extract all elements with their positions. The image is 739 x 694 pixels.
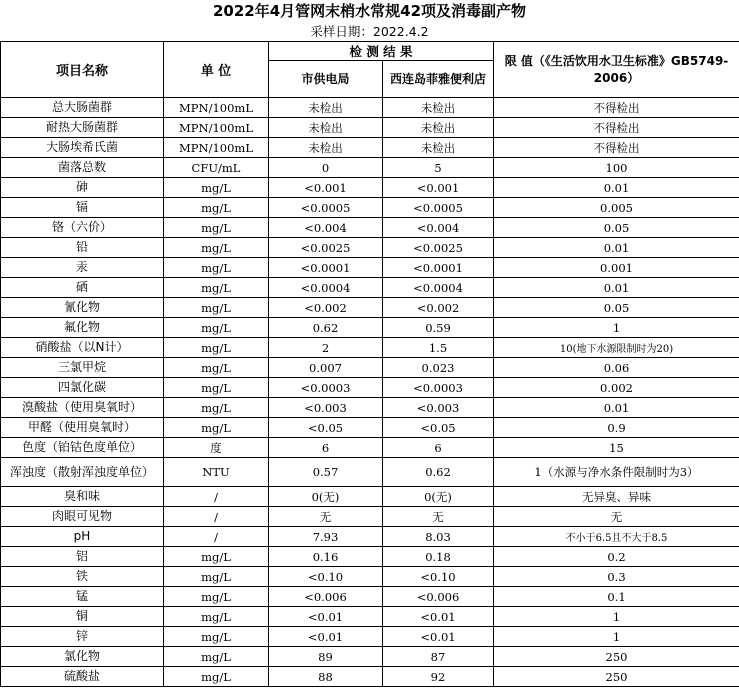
cell-site-1: 0.62: [269, 318, 383, 338]
sampling-date: 采样日期：2022.4.2: [310, 24, 429, 39]
cell-unit: mg/L: [164, 178, 269, 198]
cell-unit: mg/L: [164, 627, 269, 647]
cell-site-1: <0.01: [269, 627, 383, 647]
cell-site-1: 88: [269, 667, 383, 687]
table-row: [1, 138, 739, 158]
cell-site-2: <0.002: [383, 298, 494, 318]
cell-limit: 15: [494, 438, 739, 458]
cell-site-2: 0.023: [383, 358, 494, 378]
cell-site-2: 未检出: [383, 118, 494, 138]
cell-site-2: <0.0003: [383, 378, 494, 398]
table-row: [1, 298, 739, 318]
cell-unit: mg/L: [164, 318, 269, 338]
cell-site-2: 0(无): [383, 487, 494, 507]
cell-unit: mg/L: [164, 567, 269, 587]
table-body: [1, 98, 739, 687]
cell-item: 色度（铂钴色度单位）: [1, 438, 164, 458]
table-row: [1, 527, 739, 547]
cell-site-1: 2: [269, 338, 383, 358]
cell-site-2: 0.18: [383, 547, 494, 567]
cell-unit: CFU/mL: [164, 158, 269, 178]
cell-site-2: 0.59: [383, 318, 494, 338]
table-row: [1, 238, 739, 258]
cell-site-2: 6: [383, 438, 494, 458]
cell-item: 总大肠菌群: [1, 98, 164, 118]
cell-unit: mg/L: [164, 358, 269, 378]
cell-unit: mg/L: [164, 547, 269, 567]
cell-site-1: <0.0004: [269, 278, 383, 298]
cell-item: 肉眼可见物: [1, 507, 164, 527]
table-row: [1, 158, 739, 178]
table-row: [1, 438, 739, 458]
cell-site-1: 7.93: [269, 527, 383, 547]
cell-limit: 不得检出: [494, 98, 739, 118]
cell-site-1: <0.006: [269, 587, 383, 607]
cell-site-2: 92: [383, 667, 494, 687]
cell-unit: MPN/100mL: [164, 138, 269, 158]
cell-site-2: 未检出: [383, 98, 494, 118]
cell-site-1: 89: [269, 647, 383, 667]
cell-item: pH: [1, 527, 164, 547]
cell-site-2: 87: [383, 647, 494, 667]
cell-limit: 无异臭、异味: [494, 487, 739, 507]
table-row: [1, 338, 739, 358]
cell-site-1: 0.57: [269, 458, 383, 487]
table-row: [1, 378, 739, 398]
cell-limit: 0.9: [494, 418, 739, 438]
cell-limit: 250: [494, 667, 739, 687]
cell-site-1: 0(无): [269, 487, 383, 507]
table-row: [1, 487, 739, 507]
cell-site-1: 6: [269, 438, 383, 458]
cell-site-2: 无: [383, 507, 494, 527]
cell-site-2: <0.003: [383, 398, 494, 418]
header-limit: 限 值（《生活饮用水卫生标准》GB5749-2006）: [494, 42, 739, 98]
header-site-2: 西连岛菲雅便利店: [383, 61, 494, 98]
cell-limit: 0.01: [494, 278, 739, 298]
cell-limit: 1: [494, 607, 739, 627]
cell-item: 三氯甲烷: [1, 358, 164, 378]
cell-limit: 250: [494, 647, 739, 667]
table-row: [1, 318, 739, 338]
cell-limit: 1: [494, 318, 739, 338]
cell-site-1: 0.007: [269, 358, 383, 378]
cell-item: 硫酸盐: [1, 667, 164, 687]
table-row: [1, 667, 739, 687]
cell-limit: 0.1: [494, 587, 739, 607]
cell-site-1: <0.05: [269, 418, 383, 438]
cell-limit: 不得检出: [494, 138, 739, 158]
cell-site-2: 8.03: [383, 527, 494, 547]
table-row: [1, 647, 739, 667]
cell-site-1: 未检出: [269, 118, 383, 138]
cell-item: 臭和味: [1, 487, 164, 507]
cell-unit: NTU: [164, 458, 269, 487]
cell-item: 铬（六价）: [1, 218, 164, 238]
cell-unit: MPN/100mL: [164, 118, 269, 138]
cell-site-2: <0.001: [383, 178, 494, 198]
cell-unit: mg/L: [164, 378, 269, 398]
water-quality-table: [0, 41, 739, 687]
cell-item: 氟化物: [1, 318, 164, 338]
cell-site-2: <0.01: [383, 607, 494, 627]
cell-item: 锌: [1, 627, 164, 647]
cell-site-1: <0.001: [269, 178, 383, 198]
cell-limit: 1: [494, 627, 739, 647]
header-item: 项目名称: [1, 42, 164, 98]
table-row: [1, 258, 739, 278]
cell-site-2: <0.01: [383, 627, 494, 647]
cell-limit: 100: [494, 158, 739, 178]
cell-unit: mg/L: [164, 647, 269, 667]
cell-unit: /: [164, 507, 269, 527]
cell-item: 铝: [1, 547, 164, 567]
cell-unit: mg/L: [164, 198, 269, 218]
cell-site-1: <0.003: [269, 398, 383, 418]
cell-item: 汞: [1, 258, 164, 278]
cell-limit: 0.01: [494, 398, 739, 418]
cell-unit: mg/L: [164, 607, 269, 627]
cell-unit: mg/L: [164, 278, 269, 298]
cell-item: 浑浊度（散射浑浊度单位）: [1, 458, 164, 487]
cell-site-1: 无: [269, 507, 383, 527]
table-row: [1, 627, 739, 647]
cell-site-1: <0.0005: [269, 198, 383, 218]
cell-site-2: 1.5: [383, 338, 494, 358]
cell-item: 铜: [1, 607, 164, 627]
cell-site-1: 0.16: [269, 547, 383, 567]
cell-limit: 不得检出: [494, 118, 739, 138]
table-row: [1, 587, 739, 607]
cell-item: 铁: [1, 567, 164, 587]
cell-site-2: <0.0025: [383, 238, 494, 258]
cell-unit: mg/L: [164, 338, 269, 358]
cell-item: 硝酸盐（以N计）: [1, 338, 164, 358]
cell-limit: 0.2: [494, 547, 739, 567]
cell-site-2: <0.006: [383, 587, 494, 607]
cell-site-2: <0.05: [383, 418, 494, 438]
cell-site-2: <0.0005: [383, 198, 494, 218]
cell-limit: 0.005: [494, 198, 739, 218]
cell-site-1: <0.01: [269, 607, 383, 627]
table-row: [1, 567, 739, 587]
table-row: [1, 418, 739, 438]
cell-site-1: <0.004: [269, 218, 383, 238]
cell-unit: mg/L: [164, 218, 269, 238]
table-row: [1, 398, 739, 418]
cell-site-1: 未检出: [269, 98, 383, 118]
cell-unit: mg/L: [164, 238, 269, 258]
cell-site-1: <0.002: [269, 298, 383, 318]
header-results: 检 测 结 果: [269, 42, 494, 61]
cell-site-2: 0.62: [383, 458, 494, 487]
header-site-1: 市供电局: [269, 61, 383, 98]
cell-item: 溴酸盐（使用臭氧时）: [1, 398, 164, 418]
cell-unit: mg/L: [164, 398, 269, 418]
cell-site-2: <0.0004: [383, 278, 494, 298]
cell-site-1: <0.0025: [269, 238, 383, 258]
header-unit: 单 位: [164, 42, 269, 98]
cell-item: 菌落总数: [1, 158, 164, 178]
cell-unit: /: [164, 527, 269, 547]
cell-item: 锰: [1, 587, 164, 607]
cell-item: 镉: [1, 198, 164, 218]
cell-limit: 0.001: [494, 258, 739, 278]
cell-unit: mg/L: [164, 667, 269, 687]
cell-limit: 0.05: [494, 218, 739, 238]
table-row: [1, 358, 739, 378]
table-row: [1, 507, 739, 527]
cell-site-2: <0.10: [383, 567, 494, 587]
cell-site-1: 未检出: [269, 138, 383, 158]
cell-item: 氰化物: [1, 298, 164, 318]
cell-item: 氯化物: [1, 647, 164, 667]
cell-unit: mg/L: [164, 258, 269, 278]
table-row: [1, 218, 739, 238]
cell-item: 耐热大肠菌群: [1, 118, 164, 138]
cell-unit: 度: [164, 438, 269, 458]
table-row: [1, 278, 739, 298]
cell-unit: mg/L: [164, 587, 269, 607]
cell-site-1: <0.0003: [269, 378, 383, 398]
cell-site-1: <0.0001: [269, 258, 383, 278]
cell-item: 砷: [1, 178, 164, 198]
report-title: 2022年4月管网末梢水常规42项及消毒副产物: [212, 2, 527, 20]
cell-limit: 不小于6.5且不大于8.5: [494, 527, 739, 547]
cell-limit: 无: [494, 507, 739, 527]
table-row: [1, 607, 739, 627]
cell-unit: /: [164, 487, 269, 507]
cell-site-1: <0.10: [269, 567, 383, 587]
cell-limit: 0.01: [494, 178, 739, 198]
cell-site-2: 5: [383, 158, 494, 178]
cell-site-2: <0.0001: [383, 258, 494, 278]
cell-limit: 0.002: [494, 378, 739, 398]
table-row: [1, 178, 739, 198]
cell-item: 铅: [1, 238, 164, 258]
cell-limit: 0.3: [494, 567, 739, 587]
cell-item: 大肠埃希氏菌: [1, 138, 164, 158]
cell-item: 硒: [1, 278, 164, 298]
cell-unit: mg/L: [164, 298, 269, 318]
cell-site-2: 未检出: [383, 138, 494, 158]
cell-item: 甲醛（使用臭氧时）: [1, 418, 164, 438]
table-row: [1, 118, 739, 138]
cell-limit: 1（水源与净水条件限制时为3）: [494, 458, 739, 487]
table-row: [1, 98, 739, 118]
table-row: [1, 547, 739, 567]
cell-unit: MPN/100mL: [164, 98, 269, 118]
cell-limit: 0.06: [494, 358, 739, 378]
cell-limit: 0.01: [494, 238, 739, 258]
cell-item: 四氯化碳: [1, 378, 164, 398]
cell-site-1: 0: [269, 158, 383, 178]
cell-site-2: <0.004: [383, 218, 494, 238]
cell-unit: mg/L: [164, 418, 269, 438]
table-row: [1, 198, 739, 218]
cell-limit: 0.05: [494, 298, 739, 318]
cell-limit: 10(地下水源限制时为20): [494, 338, 739, 358]
table-row: [1, 458, 739, 487]
